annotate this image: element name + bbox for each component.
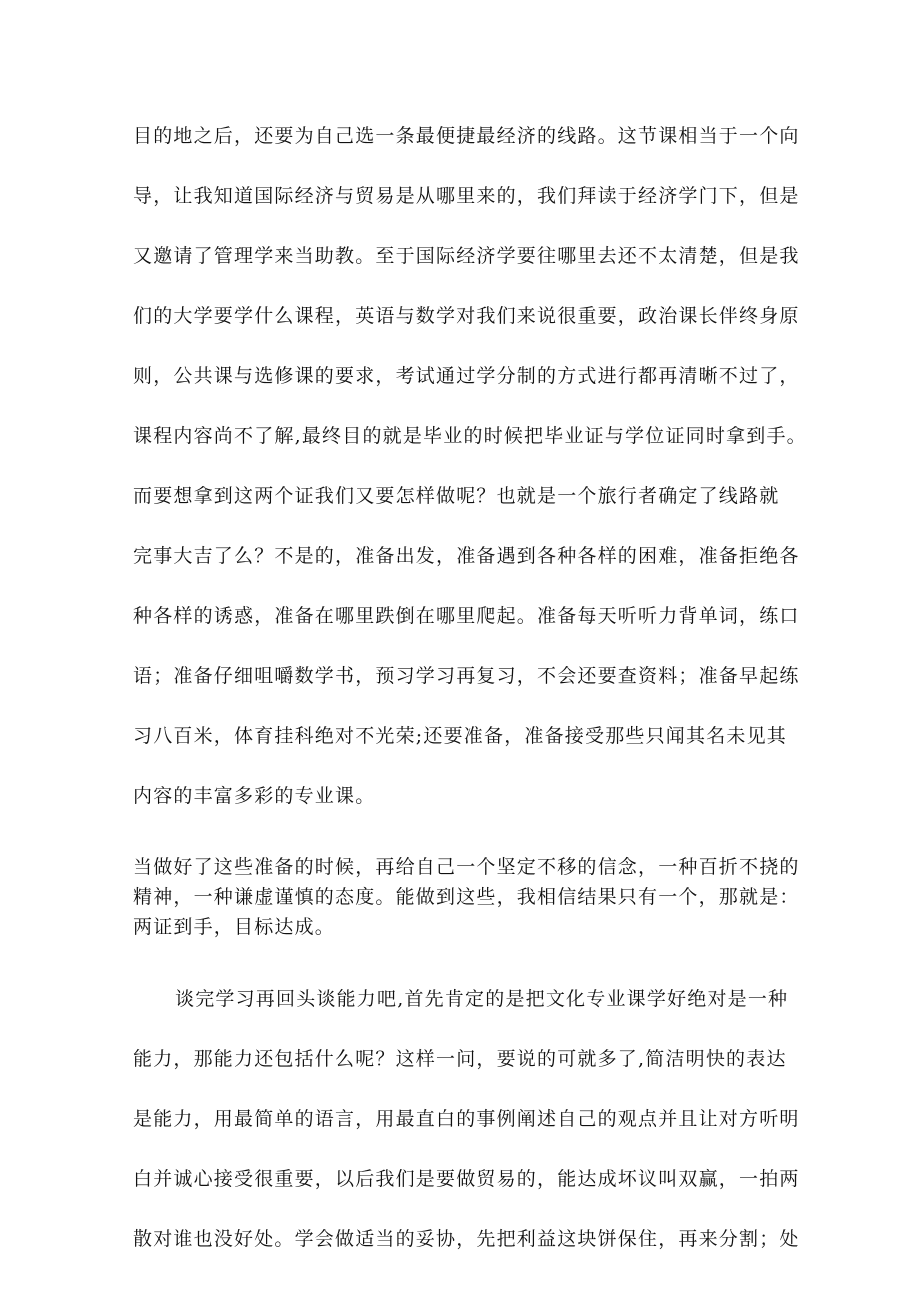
paragraph-2-line-3: 两证到手，目标达成。 [133, 916, 336, 938]
paragraph-3-line-1: 谈完学习再回头谈能力吧,首先肯定的是把文化专业课学好绝对是一种 [175, 988, 789, 1010]
paragraph-3-line-3: 是能力，用最简单的语言，用最直白的事例阐述自己的观点并且让对方听明 [133, 1108, 800, 1130]
paragraph-1-line-6: 课程内容尚不了解,最终目的就是毕业的时候把毕业证与学位证同时拿到手。 [133, 425, 807, 447]
paragraph-1-line-2: 导，让我知道国际经济与贸易是从哪里来的，我们拜读于经济学门下，但是 [133, 185, 800, 207]
paragraph-1-line-10: 语；准备仔细咀嚼数学书，预习学习再复习，不会还要查资料；准备早起练 [133, 665, 800, 687]
paragraph-1-line-9: 种各样的诱惑，准备在哪里跌倒在哪里爬起。准备每天听听力背单词，练口 [133, 605, 800, 627]
paragraph-1-line-4: 们的大学要学什么课程，英语与数学对我们来说很重要，政治课长伴终身原 [133, 305, 800, 327]
paragraph-3-line-5: 散对谁也没好处。学会做适当的妥协，先把利益这块饼保住，再来分割；处 [133, 1228, 800, 1250]
paragraph-3-line-2: 能力，那能力还包括什么呢？这样一问，要说的可就多了,简洁明快的表达 [133, 1048, 787, 1070]
paragraph-2-line-2: 精神，一种谦虚谨慎的态度。能做到这些，我相信结果只有一个，那就是： [133, 886, 800, 908]
paragraph-1-line-3: 又邀请了管理学来当助教。至于国际经济学要往哪里去还不太清楚，但是我 [133, 245, 800, 267]
paragraph-3-line-4: 白并诚心接受很重要，以后我们是要做贸易的，能达成坏议叫双赢，一拍两 [133, 1168, 800, 1190]
paragraph-1-line-8: 完事大吉了么？不是的，准备出发，准备遇到各种各样的困难，准备拒绝各 [133, 545, 800, 567]
paragraph-1-line-11: 习八百米，体育挂科绝对不光荣;还要准备，准备接受那些只闻其名未见其 [133, 725, 788, 747]
paragraph-1-line-7: 而要想拿到这两个证我们又要怎样做呢？也就是一个旅行者确定了线路就 [133, 485, 780, 507]
paragraph-1-line-1: 目的地之后，还要为自己选一条最便捷最经济的线路。这节课相当于一个向 [133, 125, 800, 147]
paragraph-2-line-1: 当做好了这些准备的时候，再给自己一个坚定不移的信念，一种百折不挠的 [133, 856, 800, 878]
paragraph-1-line-12: 内容的丰富多彩的专业课。 [133, 785, 376, 807]
paragraph-1-line-5: 则，公共课与选修课的要求，考试通过学分制的方式进行都再清晰不过了， [133, 365, 800, 387]
